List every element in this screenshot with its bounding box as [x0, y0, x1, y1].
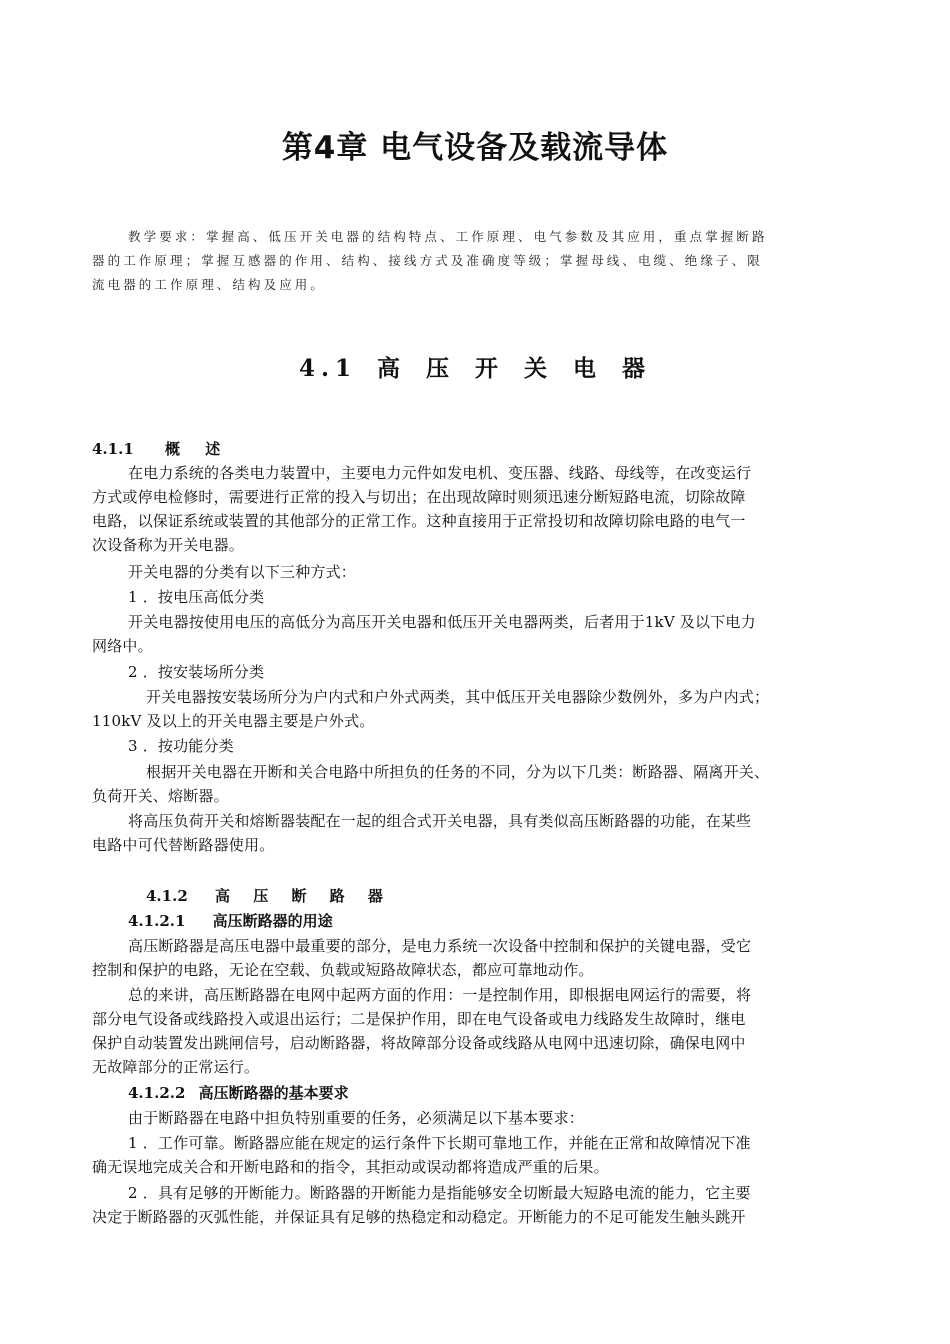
subsubsection-heading-4-1-2-1 — [128, 909, 333, 933]
paragraph-line: 开关电器按使用电压的高低分为高压开关电器和低压开关电器两类，后者用于1kV 及以下电力 — [128, 613, 756, 631]
paragraph-line: 开关电器按安装场所分为户内式和户外式两类，其中低压开关电器除少数例外，多为户内式； — [146, 688, 770, 706]
paragraph-line: 电路，以保证系统或装置的其他部分的正常工作。这种直接用于正常投切和故障切除电路的电气一 — [92, 512, 746, 530]
heading-title: 概 述 — [165, 440, 231, 458]
subsection-heading-4-1-2 — [146, 884, 392, 908]
heading-title: 高压断路器的用途 — [212, 912, 333, 930]
heading-title: 高 压 断 路 器 — [215, 887, 392, 905]
subsection-heading-4-1-1 — [92, 437, 230, 461]
requirements-line: 器的工作原理；掌握互感器的作用、结构、接线方式及准确度等级；掌握母线、电缆、绝缘子、限 — [92, 253, 763, 268]
requirements-line: 教学要求：掌握高、低压开关电器的结构特点、工作原理、电气参数及其应用，重点掌握断路 — [128, 229, 768, 244]
heading-number: 4.1.2 — [146, 887, 188, 905]
paragraph-line: 方式或停电检修时，需要进行正常的投入与切出；在出现故障时则须迅速分断短路电流，切除故障 — [92, 488, 746, 506]
paragraph-line: 控制和保护的电路，无论在空载、负载或短路故障状态，都应可靠地动作。 — [92, 961, 594, 979]
paragraph-line: 确无误地完成关合和开断电路和的指令，其拒动或误动都将造成严重的后果。 — [92, 1158, 609, 1176]
paragraph-line: 无故障部分的正常运行。 — [92, 1058, 260, 1076]
paragraph-line: 决定于断路器的灭弧性能，并保证具有足够的热稳定和动稳定。开断能力的不足可能发生触头跳开 — [92, 1208, 746, 1226]
paragraph-line: 高压断路器是高压电器中最重要的部分，是电力系统一次设备中控制和保护的关键电器，受它 — [128, 937, 752, 955]
paragraph-line: 将高压负荷开关和熔断器装配在一起的组合式开关电器，具有类似高压断路器的功能，在某些 — [128, 812, 752, 830]
heading-number: 4.1.1 — [92, 440, 134, 458]
category-heading: 2 ．按安装场所分类 — [128, 663, 265, 681]
category-heading: 1 ．按电压高低分类 — [128, 588, 265, 606]
chapter-title: 第4章 电气设备及载流导体 — [281, 130, 669, 166]
subsubsection-heading-4-1-2-2 — [128, 1081, 349, 1105]
paragraph-line: 电路中可代替断路器使用。 — [92, 836, 275, 854]
paragraph-line: 次设备称为开关电器。 — [92, 536, 245, 554]
heading-number: 4.1.2.2 — [128, 1084, 186, 1102]
heading-number: 4.1.2.1 — [128, 912, 186, 930]
paragraph-line: 2 ．具有足够的开断能力。断路器的开断能力是指能够安全切断最大短路电流的能力，它主要 — [128, 1184, 751, 1202]
section-title: 4.1 高 压 开 关 电 器 — [298, 355, 652, 382]
category-heading: 3 ．按功能分类 — [128, 737, 234, 755]
requirements-line: 流电器的工作原理、结构及应用。 — [92, 277, 327, 292]
paragraph-line: 由于断路器在电路中担负特别重要的任务，必须满足以下基本要求： — [128, 1109, 585, 1127]
paragraph-line: 1 ．工作可靠。断路器应能在规定的运行条件下长期可靠地工作，并能在正常和故障情况下准 — [128, 1134, 751, 1152]
paragraph-line: 网络中。 — [92, 637, 153, 655]
paragraph-line: 部分电气设备或线路投入或退出运行；二是保护作用，即在电气设备或电力线路发生故障时，继电 — [92, 1010, 746, 1028]
paragraph-line: 负荷开关、熔断器。 — [92, 787, 229, 805]
paragraph-line: 开关电器的分类有以下三种方式： — [128, 563, 357, 581]
paragraph-line: 在电力系统的各类电力装置中，主要电力元件如发电机、变压器、线路、母线等，在改变运行 — [128, 464, 752, 482]
paragraph-line: 保护自动装置发出跳闸信号，启动断路器，将故障部分设备或线路从电网中迅速切除，确保电网中 — [92, 1034, 746, 1052]
paragraph-line: 110kV 及以上的开关电器主要是户外式。 — [92, 712, 375, 730]
heading-title: 高压断路器的基本要求 — [198, 1084, 349, 1102]
paragraph-line: 总的来讲，高压断路器在电网中起两方面的作用：一是控制作用，即根据电网运行的需要，将 — [128, 986, 752, 1004]
paragraph-line: 根据开关电器在开断和关合电路中所担负的任务的不同，分为以下几类：断路器、隔离开关、 — [146, 763, 770, 781]
